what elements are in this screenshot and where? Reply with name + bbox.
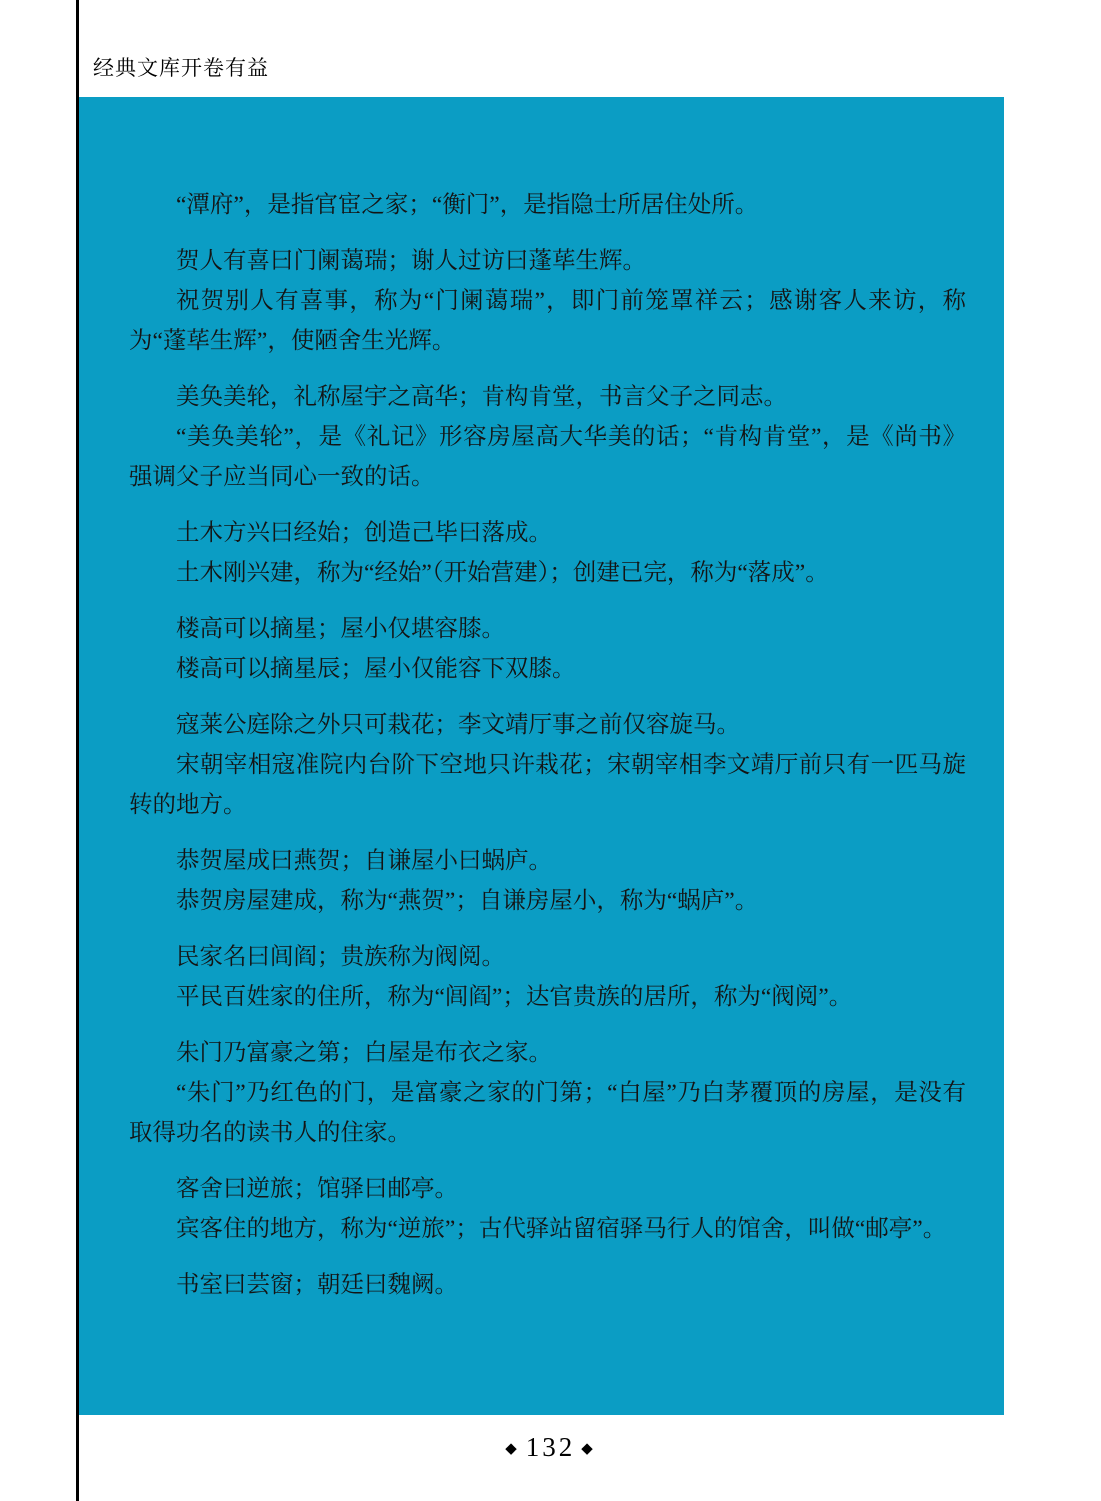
entry-heading-line: 土木方兴曰经始；创造己毕曰落成。 [176, 520, 552, 546]
body-text [129, 185, 966, 1305]
entry-gloss-line: 宾客住的地方，称为“逆旅”；古代驿站留宿驿马行人的馆舍，叫做“邮亭”。 [176, 1216, 947, 1242]
text-entry [129, 1265, 966, 1305]
entry-gloss-line: 祝贺别人有喜事，称为“门阑蔼瑞”，即门前笼罩祥云；感谢客人来访，称为“蓬荜生辉”，使陋舍生光辉。 [129, 288, 966, 354]
footer-deco-right-icon: ◆ [581, 1441, 596, 1457]
entry-gloss-line: “美奂美轮”，是《礼记》形容房屋高大华美的话；“肯构肯堂”，是《尚书》强调父子应当同心一致的话。 [129, 424, 966, 490]
entry-gloss-line: 土木刚兴建，称为“经始”（开始营建）；创建已完，称为“落成”。 [176, 560, 829, 586]
entry-gloss-line: 平民百姓家的住所，称为“闾阎”；达官贵族的居所，称为“阀阅”。 [176, 984, 853, 1010]
text-entry [129, 1033, 966, 1153]
entry-gloss-line: 楼高可以摘星辰；屋小仅能容下双膝。 [176, 656, 576, 682]
entry-heading-line: 恭贺屋成曰燕贺；自谦屋小曰蜗庐。 [176, 848, 552, 874]
text-entry [129, 705, 966, 825]
entry-gloss-line: 恭贺房屋建成，称为“燕贺”；自谦房屋小，称为“蜗庐”。 [176, 888, 759, 914]
text-entry [129, 241, 966, 361]
entry-heading-line: “潭府”，是指官宦之家；“衡门”，是指隐士所居住处所。 [176, 192, 759, 218]
page-footer [0, 1432, 1101, 1463]
text-entry [129, 1169, 966, 1249]
text-entry [129, 841, 966, 921]
entry-heading-line: 美奂美轮，礼称屋宇之高华；肯构肯堂，书言父子之同志。 [176, 384, 787, 410]
text-entry [129, 377, 966, 497]
entry-heading-line: 书室曰芸窗；朝廷曰魏阙。 [176, 1272, 458, 1298]
entry-gloss-line: “朱门”乃红色的门，是富豪之家的门第；“白屋”乃白茅覆顶的房屋，是没有取得功名的读书人的住家。 [129, 1080, 966, 1146]
entry-heading-line: 贺人有喜曰门阑蔼瑞；谢人过访曰蓬荜生辉。 [176, 248, 646, 274]
entry-gloss-line: 宋朝宰相寇准院内台阶下空地只许栽花；宋朝宰相李文靖厅前只有一匹马旋转的地方。 [129, 752, 966, 818]
page-number: 132 [525, 1432, 576, 1462]
running-header-title: 经典文库开卷有益 [93, 56, 269, 80]
entry-heading-line: 民家名曰闾阎；贵族称为阀阅。 [176, 944, 505, 970]
entry-heading-line: 寇莱公庭除之外只可栽花；李文靖厅事之前仅容旋马。 [176, 712, 740, 738]
text-entry [129, 513, 966, 593]
text-entry [129, 609, 966, 689]
text-entry [129, 937, 966, 1017]
entry-heading-line: 客舍曰逆旅；馆驿曰邮亭。 [176, 1176, 458, 1202]
footer-deco-left-icon: ◆ [505, 1441, 520, 1457]
entry-heading-line: 楼高可以摘星；屋小仅堪容膝。 [176, 616, 505, 642]
entry-heading-line: 朱门乃富豪之第；白屋是布衣之家。 [176, 1040, 552, 1066]
content-panel [79, 97, 1004, 1415]
text-entry [129, 185, 966, 225]
